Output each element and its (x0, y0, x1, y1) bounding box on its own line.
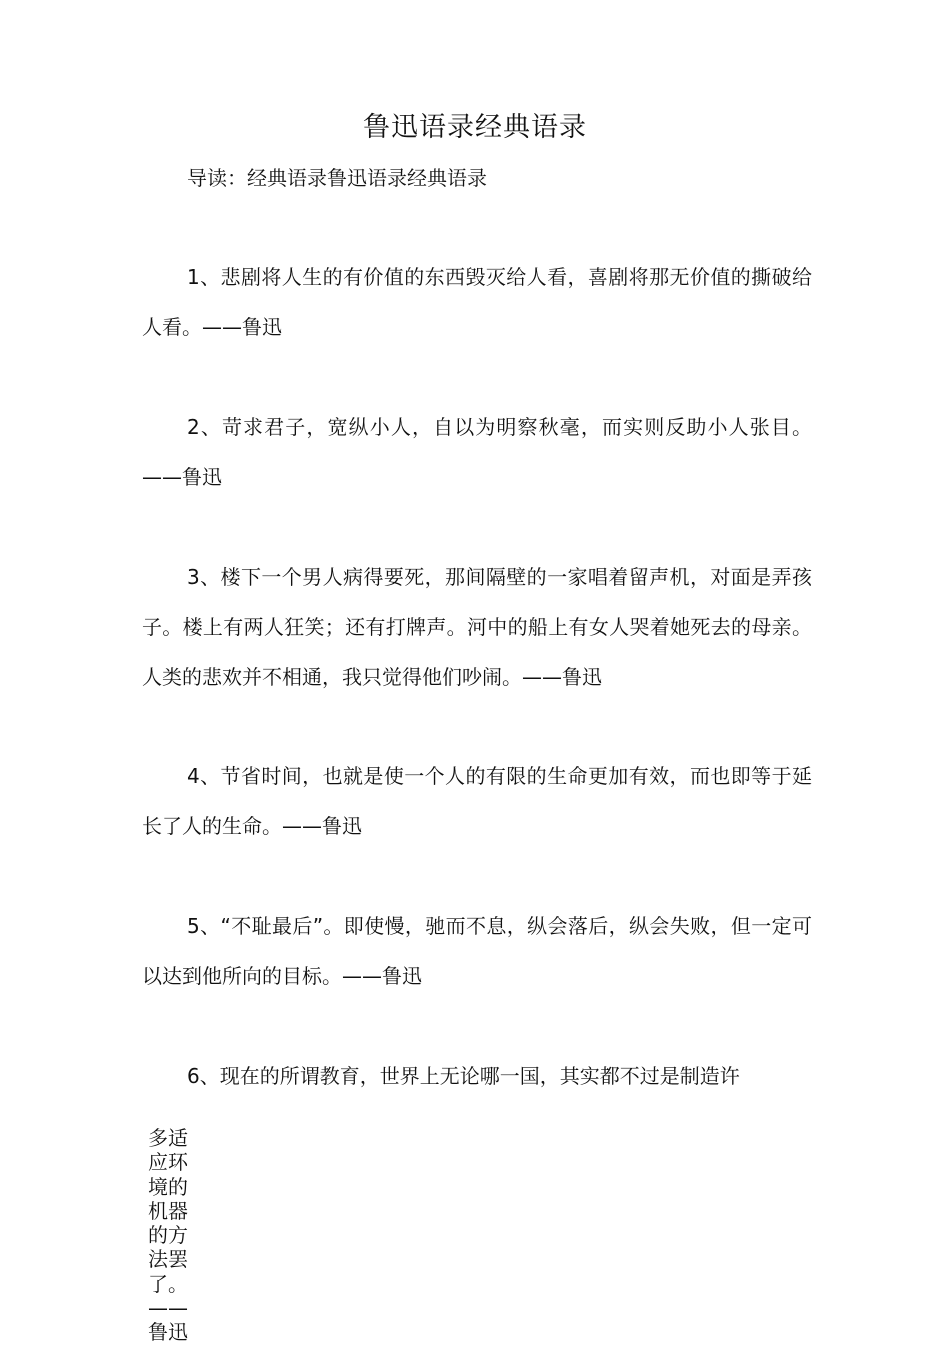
quote-2: 2、苛求君子，宽纵小人，自以为明察秋毫，而实则反助小人张目。——鲁迅 (142, 415, 812, 489)
quote-5: 5、“不耻最后”。即使慢，驰而不息，纵会落后，纵会失败，但一定可以达到他所向的目标。——鲁迅 (142, 914, 812, 988)
quote-6: 6、现在的所谓教育，世界上无论哪一国，其实都不过是制造许 (187, 1064, 740, 1088)
quote-1: 1、悲剧将人生的有价值的东西毁灭给人看，喜剧将那无价值的撕破给人看。——鲁迅 (142, 265, 812, 339)
quote-6-continuation: 多适应环境的机器的方法罢了。——鲁迅 (148, 1126, 188, 1345)
quote-4: 4、节省时间，也就是使一个人的有限的生命更加有效，而也即等于延长了人的生命。——鲁迅 (142, 764, 812, 838)
intro-line: 导读：经典语录鲁迅语录经典语录 (187, 166, 487, 190)
quote-3: 3、楼下一个男人病得要死，那间隔壁的一家唱着留声机，对面是弄孩子。楼上有两人狂笑；还有打牌声。河中的船上有女人哭着她死去的母亲。人类的悲欢并不相通，我只觉得他们吵闹。——鲁迅 (142, 565, 812, 689)
document-title: 鲁迅语录经典语录 (363, 112, 587, 143)
